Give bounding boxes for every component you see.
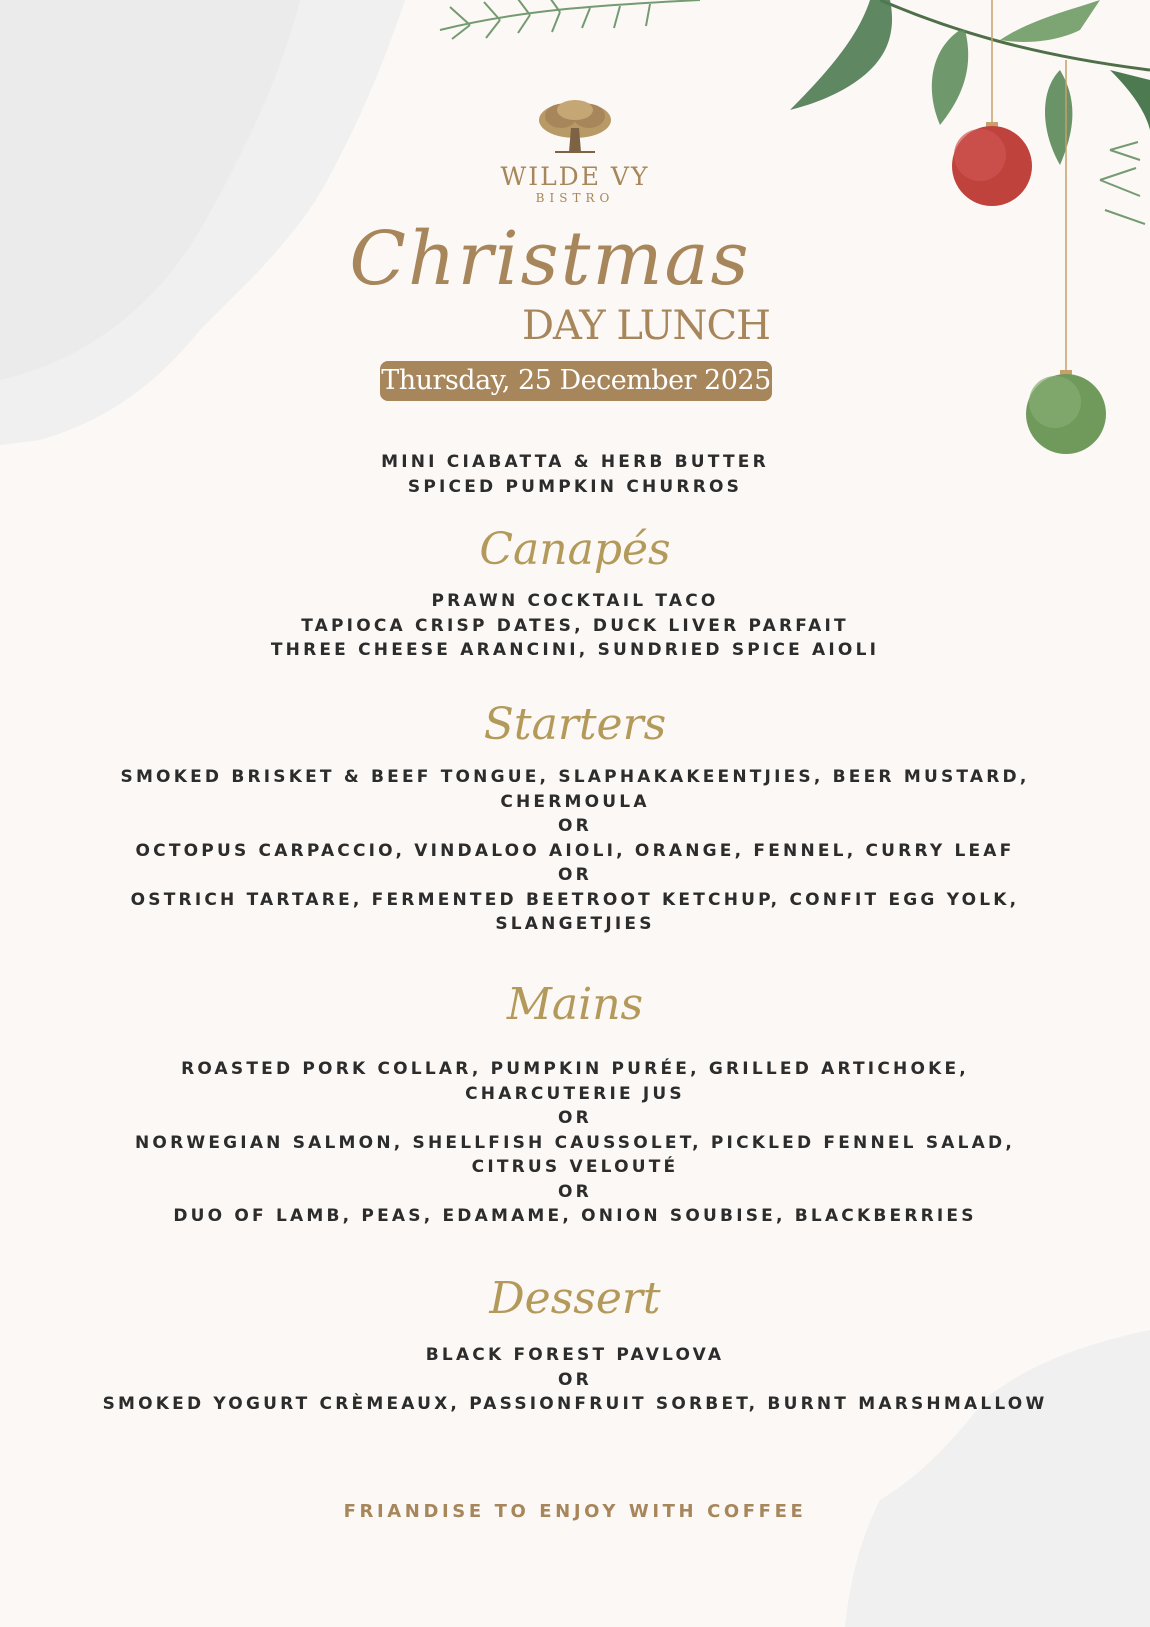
menu-item: ROASTED PORK COLLAR, PUMPKIN PURÉE, GRILLED ARTICHOKE, xyxy=(181,1059,969,1079)
menu-item: BLACK FOREST PAVLOVA xyxy=(425,1345,725,1365)
menu-item: SMOKED BRISKET & BEEF TONGUE, SLAPHAKAKEENTJIES, BEER MUSTARD, xyxy=(120,767,1030,787)
footer-note: FRIANDISE TO ENJOY WITH COFFEE xyxy=(343,1501,807,1522)
date-badge: Thursday, 25 December 2025 xyxy=(380,361,772,401)
starters-list xyxy=(0,765,1150,937)
holly-leaf-icon xyxy=(1000,0,1100,42)
heading-starters: Starters xyxy=(483,699,667,750)
mains-list xyxy=(0,1057,1150,1229)
heading-dessert: Dessert xyxy=(489,1273,661,1324)
holly-leaf-icon xyxy=(790,0,892,110)
menu-item: SLANGETJIES xyxy=(495,914,655,934)
menu-or: OR xyxy=(558,1181,592,1202)
menu-item: TAPIOCA CRISP DATES, DUCK LIVER PARFAIT xyxy=(301,615,849,636)
canapes-list xyxy=(0,589,1150,663)
menu-item: THREE CHEESE ARANCINI, SUNDRIED SPICE AIOLI xyxy=(270,640,880,660)
menu-item: SMOKED YOGURT CRÈMEAUX, PASSIONFRUIT SORBET, BURNT MARSHMALLOW xyxy=(102,1394,1048,1414)
menu-item: PRAWN COCKTAIL TACO xyxy=(431,591,719,611)
menu-item: OSTRICH TARTARE, FERMENTED BEETROOT KETCHUP, CONFIT EGG YOLK, xyxy=(130,889,1020,910)
menu-item: NORWEGIAN SALMON, SHELLFISH CAUSSOLET, PICKLED FENNEL SALAD, xyxy=(135,1132,1015,1153)
menu-or: OR xyxy=(558,1108,592,1128)
brand-name: WILDE VY xyxy=(500,162,650,191)
menu-item: OCTOPUS CARPACCIO, VINDALOO AIOLI, ORANGE, FENNEL, CURRY LEAF xyxy=(135,840,1015,861)
menu-item: SPICED PUMPKIN CHURROS xyxy=(407,476,743,497)
menu-or: OR xyxy=(558,865,592,885)
brand-subtitle: BISTRO xyxy=(535,191,615,205)
intro-list xyxy=(0,450,1150,499)
menu-item: CHERMOULA xyxy=(500,791,650,812)
menu-item: CHARCUTERIE JUS xyxy=(465,1083,685,1104)
heading-mains: Mains xyxy=(506,979,644,1030)
menu-item: MINI CIABATTA & HERB BUTTER xyxy=(381,452,769,472)
menu-item: DUO OF LAMB, PEAS, EDAMAME, ONION SOUBISE, BLACKBERRIES xyxy=(173,1206,977,1226)
title-subtitle: DAY LUNCH xyxy=(521,303,770,349)
menu-or: OR xyxy=(558,1369,592,1390)
menu-or: OR xyxy=(558,816,592,836)
dessert-list xyxy=(0,1343,1150,1417)
oak-tree-logo-icon xyxy=(535,98,615,156)
title-script: Christmas xyxy=(349,216,751,302)
brand-logo xyxy=(0,98,1150,205)
menu-item: CITRUS VELOUTÉ xyxy=(471,1157,679,1177)
heading-canapes: Canapés xyxy=(479,524,671,575)
